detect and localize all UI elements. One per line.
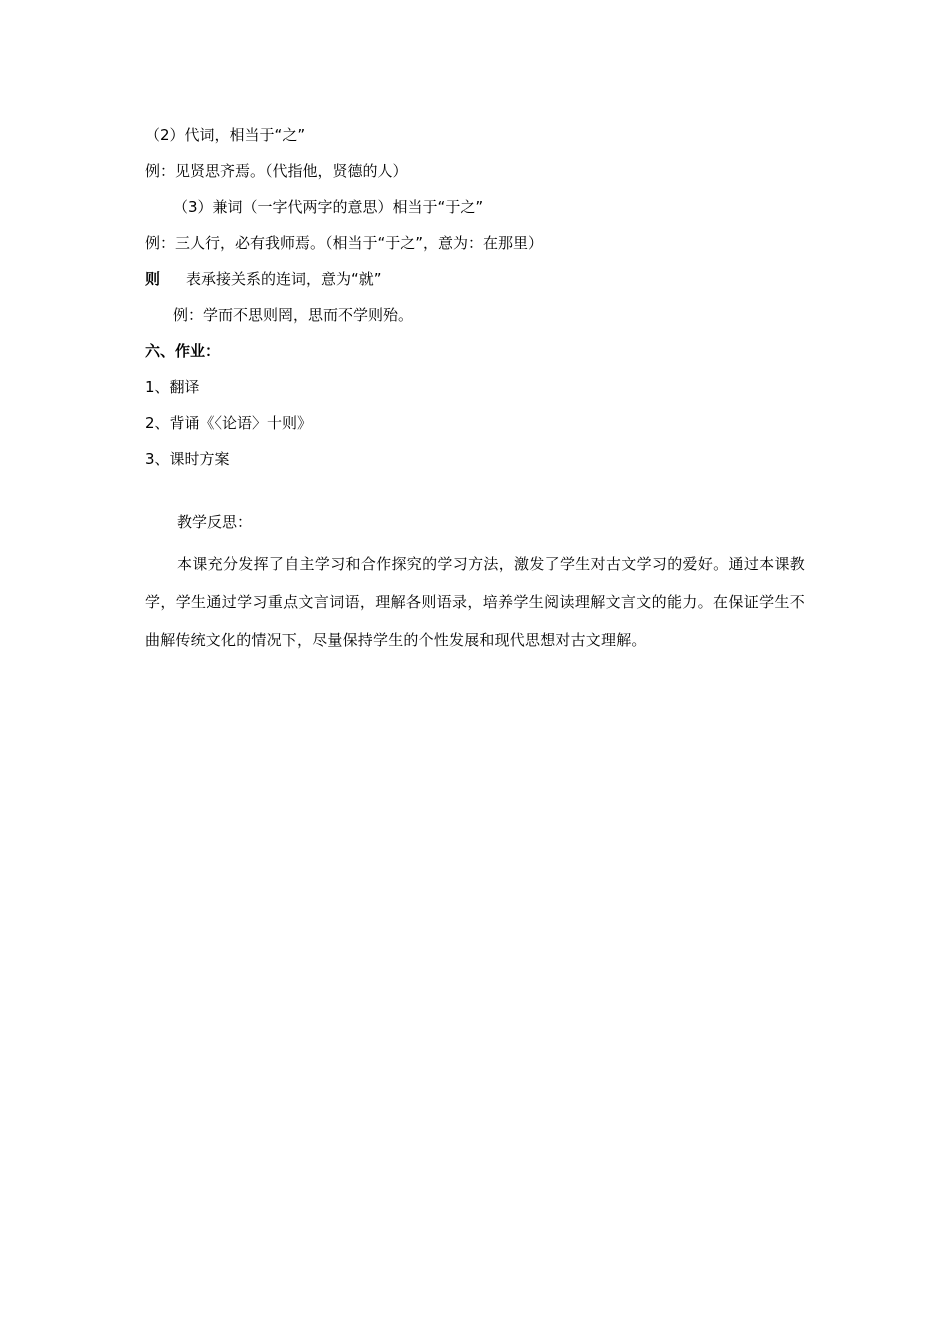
concurrent-word-line: （3）兼词（一字代两字的意思）相当于“于之” bbox=[173, 198, 484, 216]
pronoun-zhi-line: （2）代词，相当于“之” bbox=[145, 126, 306, 144]
homework-item-2: 2、背诵《〈论语〉十则》 bbox=[145, 414, 313, 432]
ze-description: 表承接关系的连词，意为“就” bbox=[186, 270, 382, 288]
example-xueer-line: 例：学而不思则罔，思而不学则殆。 bbox=[173, 306, 414, 324]
ze-line bbox=[145, 269, 382, 289]
ze-heading: 则 bbox=[145, 270, 161, 288]
homework-item-3: 3、课时方案 bbox=[145, 450, 230, 468]
homework-heading: 六、作业： bbox=[145, 342, 221, 360]
example-sanren-line: 例：三人行，必有我师焉。（相当于“于之”，意为：在那里） bbox=[145, 234, 544, 252]
reflection-paragraph: 本课充分发挥了自主学习和合作探究的学习方法，激发了学生对古文学习的爱好。通过本课教学，学生通过学习重点文言词语，理解各则语录，培养学生阅读理解文言文的能力。在保证学生不曲解传统文化的情况下，尽量保持学生的个性发展和现代思想对古文理解。 bbox=[145, 555, 805, 649]
homework-item-1: 1、翻译 bbox=[145, 378, 200, 396]
reflection-heading: 教学反思： bbox=[177, 513, 253, 531]
example-jianxian-line: 例：见贤思齐焉。（代指他，贤德的人） bbox=[145, 162, 408, 180]
